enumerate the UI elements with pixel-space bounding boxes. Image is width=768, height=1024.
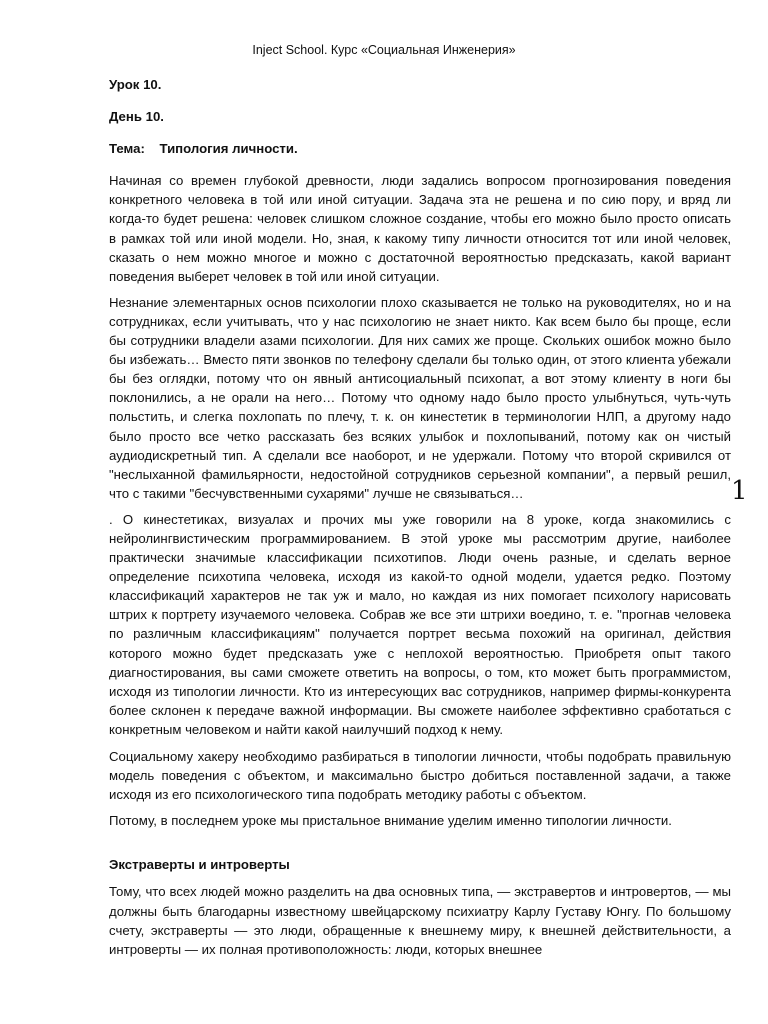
section-paragraph: Тому, что всех людей можно разделить на два основных типа, — экстравертов и интровертов, — мы должны быть благодарны известному швейцарскому психиатру Карлу Густаву Юнгу. По большому счету, экстраверты — это люди, обращенные к внешнему миру, к внешней действительности, а интроверты — их полная противоположность: люди, которых внешнее <box>109 884 731 957</box>
paragraph: Социальному хакеру необходимо разбираться в типологии личности, чтобы подобрать правильную модель поведения с объектом, и максимально быстро добиться поставленной задачи, а также исходя из его психологического типа подобрать методику работы с объектом. <box>109 749 731 803</box>
paragraph: Начиная со времен глубокой древности, люди задались вопросом прогнозирования поведения конкретного человека в той или иной ситуации. Задача эта не решена и по сию пору, и вряд ли когда-то будет решена: человек слишком сложное создание, чтобы его можно было просто описать в рамках той или иной модели. Но, зная, к какому типу личности относится тот или иной человек, сказать о нем можно многое и можно с достаточной вероятностью предсказать, какой вариант поведения выберет человек в той или иной ситуации. <box>109 173 731 284</box>
lesson-label: Урок 10. <box>109 77 162 92</box>
page-number: 1 <box>731 476 748 506</box>
day-label: День 10. <box>109 109 164 125</box>
section-title: Экстраверты и интроверты <box>109 857 290 873</box>
page-header: Inject School. Курс «Социальная Инженерия» <box>252 43 516 57</box>
paragraph: Незнание элементарных основ психологии плохо сказывается не только на руководителях, но и на сотрудниках, если учитывать, что у нас психологию не знает никто. Как всем было бы проще, если бы сотрудники владели азами психологии. Для них самих же проще. Скольких ошибок можно было бы избежать… Вместо пяти звонков по телефону сделали бы только один, от этого клиента убежали бы без оглядки, потому что он явный антисоциальный психопат, а вот этому клиенту в ноги бы поклонились, а не орали на него… Потому что одному надо было просто улыбнуться, чуть-чуть польстить, и слегка похлопать по плечу, т. к. он кинестетик в терминологии НЛП, а другому надо было просто все четко рассказать без всяких улыбок и похлопываний, потому как он чистый аудиодискретный тип. А сделали все наоборот, и не удержали. Потому что второй скривился от "неслыханной фамильярности, недостойной сотрудников серьезной компании", а первый решил, что с такими "бесчувственными сухарями" лучше не связываться… <box>109 294 731 501</box>
paragraph: . О кинестетиках, визуалах и прочих мы уже говорили на 8 уроке, когда знакомились с нейролингвистическим программированием. В этой уроке мы рассмотрим другие, наиболее практически значимые классификации психотипов. Люди очень разные, и сделать верное определение психотипа человека, исходя из какой-то одной модели, удается редко. Поэтому классификаций характеров не так уж и мало, но каждая из них помогает психологу нарисовать штрих к портрету изучаемого человека. Собрав же все эти штрихи воедино, т. е. "прогнав человека по различным классификациям" получается портрет весьма похожий на оригинал, действия которого можно будет предсказать уже с неплохой вероятностью. Приобретя опыт такого диагностирования, вы сами сможете ответить на вопросы, о том, кто может быть программистом, исходя из типологии личности. Кто из интересующих вас сотрудников, например фирмы-конкурента более склонен к передаче важной информации. Вы сможете наиболее эффективно сработаться с конкретным человеком и найти какой наилучший подход к нему. <box>109 511 731 737</box>
paragraph: Потому, в последнем уроке мы пристальное внимание уделим именно типологии личности. <box>109 813 672 829</box>
document-body <box>109 72 731 959</box>
topic-label: Тема: Типология личности. <box>109 141 298 157</box>
